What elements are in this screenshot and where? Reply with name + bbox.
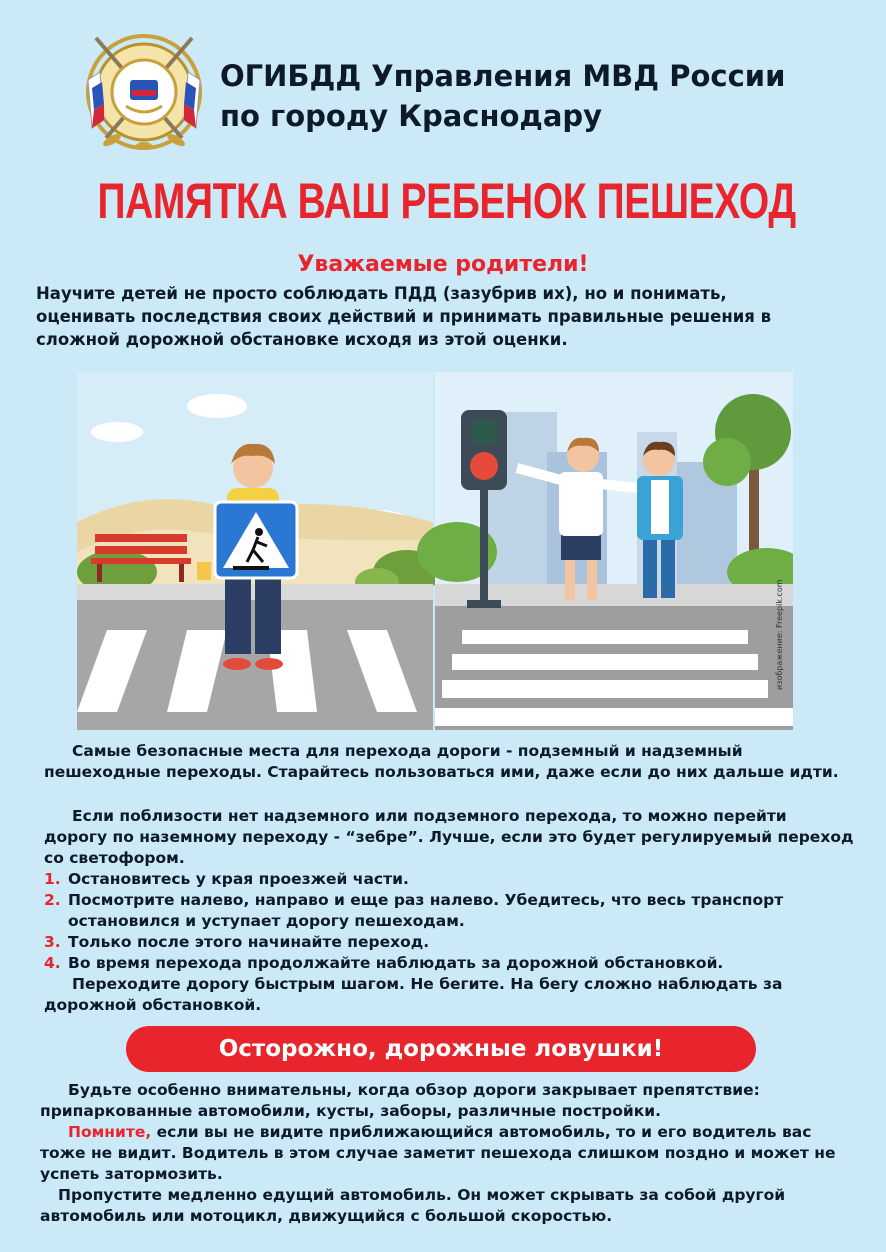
step-3 (44, 932, 854, 953)
remember-highlight: Помните, (68, 1123, 152, 1141)
step-number: 1. (44, 870, 61, 888)
paragraph-zebra-crossing (44, 806, 854, 1016)
step-number: 4. (44, 954, 61, 972)
intro-paragraph (36, 282, 836, 351)
image-credit: изображение: Freepik.com (775, 579, 784, 690)
step-2 (44, 890, 854, 911)
intro-line: сложной дорожной обстановке исходя из этой оценки. (36, 330, 568, 349)
text-line: со светофором. (44, 849, 185, 867)
intro-line: оценивать последствия своих действий и принимать правильные решения в (36, 307, 772, 326)
right-panel-scene (417, 372, 793, 730)
step-text: Только после этого начинайте переход. (68, 933, 430, 951)
text-line: припаркованные автомобили, кусты, заборы, различные постройки. (40, 1102, 661, 1120)
text-line: дорожной обстановкой. (44, 996, 262, 1014)
page-title: ПАМЯТКА ВАШ РЕБЕНОК ПЕШЕХОД (97, 173, 796, 229)
text-line: Если поблизости нет надземного или подземного перехода, то можно перейти (72, 807, 787, 825)
step-text-cont: остановился и уступает дорогу пешеходам. (68, 912, 465, 930)
crosswalk-illustration (77, 372, 793, 730)
step-1 (44, 869, 854, 890)
organization-line-2: по городу Краснодару (220, 99, 603, 133)
text-line: если вы не видите приближающийся автомобиль, то и его водитель вас (151, 1123, 812, 1141)
step-number: 3. (44, 933, 61, 951)
header (82, 28, 842, 158)
text-line: автомобиль или мотоцикл, движущийся с большой скоростью. (40, 1207, 613, 1225)
organization-name (220, 56, 785, 136)
paragraph-road-traps (40, 1080, 850, 1227)
text-line: Пропустите медленно едущий автомобиль. Он может скрывать за собой другой (58, 1186, 786, 1204)
step-text: Во время перехода продолжайте наблюдать за дорожной обстановкой. (68, 954, 724, 972)
intro-line: Научите детей не просто соблюдать ПДД (зазубрив их), но и понимать, (36, 284, 727, 303)
text-line: Самые безопасные места для перехода дороги - подземный и надземный (72, 742, 743, 760)
text-line: тоже не видит. Водитель в этом случае заметит пешехода слишком поздно и может не (40, 1144, 836, 1162)
text-line: Будьте особенно внимательны, когда обзор дороги закрывает препятствие: (68, 1081, 760, 1099)
warning-banner: Осторожно, дорожные ловушки! (126, 1026, 756, 1072)
text-line: успеть затормозить. (40, 1165, 223, 1183)
text-line: пешеходные переходы. Старайтесь пользоваться ими, даже если до них дальше идти. (44, 763, 839, 781)
paragraph-safe-crossings (44, 741, 854, 783)
step-4 (44, 953, 854, 974)
greeting-heading: Уважаемые родители! (297, 252, 589, 277)
step-text: Остановитесь у края проезжей части. (68, 870, 409, 888)
left-panel-scene (77, 372, 441, 730)
text-line: Переходите дорогу быстрым шагом. Не бегите. На бегу сложно наблюдать за (72, 975, 783, 993)
police-emblem-icon (82, 28, 206, 152)
text-line: дорогу по наземному переходу - “зебре”. Лучше, если это будет регулируемый переход (44, 828, 854, 846)
step-number: 2. (44, 891, 61, 909)
organization-line-1: ОГИБДД Управления МВД России (220, 59, 786, 93)
step-text: Посмотрите налево, направо и еще раз налево. Убедитесь, что весь транспорт (68, 891, 784, 909)
